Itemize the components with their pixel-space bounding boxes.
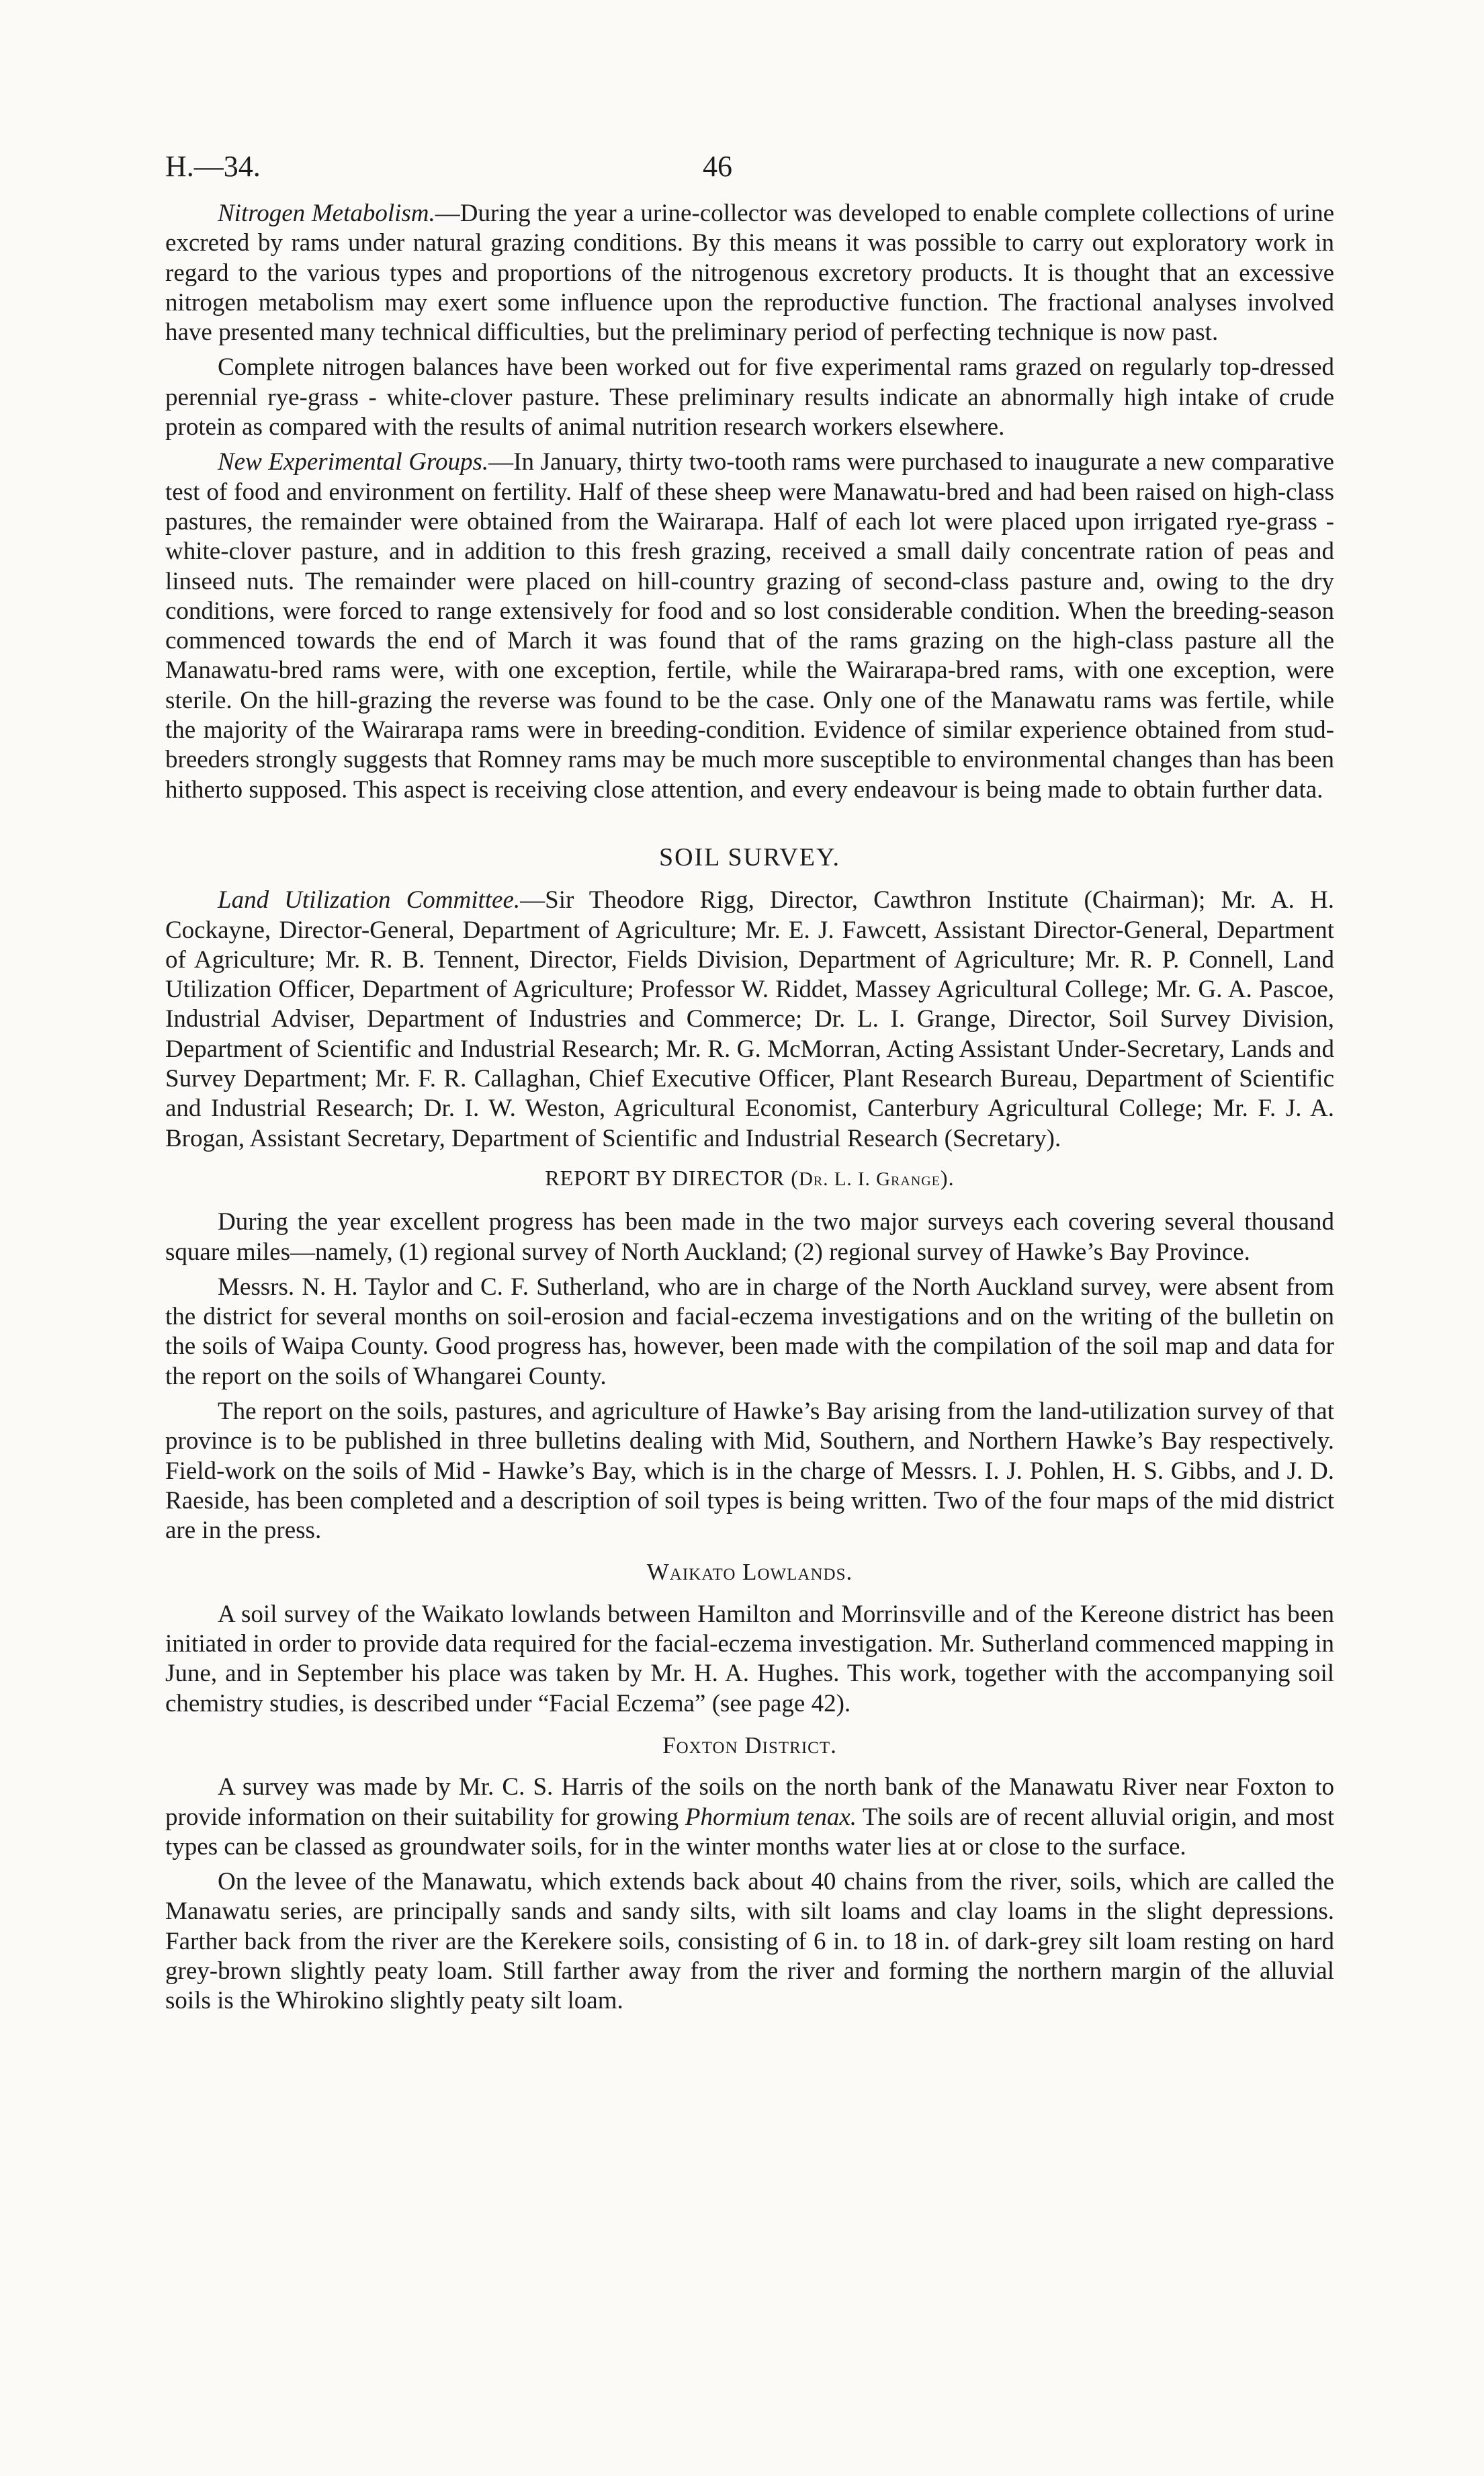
waikato-heading: Waikato Lowlands. [646, 1559, 853, 1586]
report-paragraph-2: Messrs. N. H. Taylor and C. F. Sutherland, who are in charge of the North Auckland survey, were absent from the district for several months on soil-erosion and facial-eczema investigations and on the writing of the bulletin on the soils of Waipa County. Good progress has, however, been made with the compilation of the soil map and data for the report on the soils of Whangarei County. [165, 1273, 1334, 1390]
foxton-heading: Foxton District. [662, 1732, 837, 1758]
report-heading [165, 1163, 1334, 1194]
report-paragraph-1: During the year excellent progress has been made in the two major surveys each covering several thousand square miles—namely, (1) regional survey of North Auckland; (2) regional survey of Hawke’s Bay Province. [165, 1208, 1334, 1266]
nitrogen-paragraph-1 [165, 199, 1334, 347]
nitrogen-paragraph-2: Complete nitrogen balances have been worked out for five experimental rams grazed on regularly top-dressed perennial rye-grass - white-clover pasture. These preliminary results indicate an abnormally high intake of crude protein as compared with the results of animal nutrition research workers elsewhere. [165, 353, 1334, 441]
page-number: 46 [703, 150, 732, 183]
foxton-species-name: Phormium tenax. [685, 1803, 857, 1831]
foxton-text-b: The soils are of recent alluvial origin, and most types can be classed as groundwater soils, for in the winter months water lies at or close to the surface. [165, 1803, 1334, 1861]
foxton-text-a: A survey was made by Mr. C. S. Harris of the soils on the north bank of the Manawatu River near Foxton to provide information on their suitability for growing [165, 1773, 1334, 1831]
new-groups-paragraph [165, 447, 1334, 805]
committee-block [165, 886, 1334, 1154]
new-groups-lead: New Experimental Groups. [218, 448, 489, 476]
nitrogen-lead: Nitrogen Metabolism. [218, 200, 435, 227]
report-heading-main: REPORT BY DIRECTOR ( [545, 1165, 799, 1190]
document-reference: H.—34. [165, 150, 261, 183]
report-heading-end: ). [940, 1165, 955, 1190]
committee-lead: Land Utilization Committee. [218, 886, 521, 914]
report-paragraph-3: The report on the soils, pastures, and agriculture of Hawke’s Bay arising from the land-utilization survey of that province is to be published in three bulletins dealing with Mid, Southern, and Northern Hawke’s Bay respectively. Field-work on the soils of Mid - Hawke’s Bay, which is in the charge of Messrs. I. J. Pohlen, H. S. Gibbs, and J. D. Raeside, has been completed and a description of soil types is being written. Two of the four maps of the mid district are in the press. [165, 1397, 1334, 1545]
foxton-paragraph-2: On the levee of the Manawatu, which extends back about 40 chains from the river, soils, which are called the Manawatu series, are principally sands and sandy silts, with silt loams and clay loams in the slight depressions. Farther back from the river are the Kerekere soils, consisting of 6 in. to 18 in. of dark-grey silt loam resting on hard grey-brown slightly peaty loam. Still farther away from the river and forming the northern margin of the alluvial soils is the Whirokino slightly peaty silt loam. [165, 1868, 1334, 2015]
foxton-paragraph-1 [165, 1773, 1334, 1862]
nitrogen-text: —During the year a urine-collector was developed to enable complete collections of urine excreted by rams under natural grazing conditions. By this means it was possible to carry out exploratory work in regard to the various types and proportions of the nitrogenous excretory products. It is thought that an excessive nitrogen metabolism may exert some influence upon the reproductive function. The fractional analyses involved have presented many technical difficulties, but the preliminary period of perfecting technique is now past. [165, 200, 1334, 347]
document-page [165, 145, 1334, 2022]
committee-paragraph [165, 886, 1334, 1154]
page-header [165, 145, 1334, 188]
new-groups-text: —In January, thirty two-tooth rams were purchased to inaugurate a new comparative test of food and environment on fertility. Half of these sheep were Manawatu-bred and had been raised on high-class pastures, the remainder were obtained from the Wairarapa. Half of each lot were placed upon irrigated rye-grass - white-clover pasture, and in addition to this fresh grazing, received a small daily concentrate ration of peas and linseed nuts. The remainder were placed on hill-country grazing of second-class pasture and, owing to the dry conditions, were forced to range extensively for food and so lost considerable condition. When the breeding-season commenced towards the end of March it was found that of the rams grazing on the high-class pasture all the Manawatu-bred rams were, with one exception, fertile, while the Wairarapa-bred rams, with one exception, were sterile. On the hill-grazing the reverse was found to be the case. Only one of the Manawatu rams was fertile, while the majority of the Wairarapa rams were in breeding-condition. Evidence of similar experience obtained from stud-breeders strongly suggests that Romney rams may be much more susceptible to environmental changes than has been hitherto supposed. This aspect is receiving close attention, and every endeavour is being made to obtain further data. [165, 448, 1334, 804]
committee-text: —Sir Theodore Rigg, Director, Cawthron Institute (Chairman); Mr. A. H. Cockayne, Director-General, Department of Agriculture; Mr. E. J. Fawcett, Assistant Director-General, Department of Agriculture; Mr. R. B. Tennent, Director, Fields Division, Department of Agriculture; Mr. R. P. Connell, Land Utilization Officer, Department of Agriculture; Professor W. Riddet, Massey Agricultural College; Mr. G. A. Pascoe, Industrial Adviser, Department of Industries and Commerce; Dr. L. I. Grange, Director, Soil Survey Division, Department of Scientific and Industrial Research; Mr. R. G. McMorran, Acting Assistant Under-Secretary, Lands and Survey Department; Mr. F. R. Callaghan, Chief Executive Officer, Plant Research Bureau, Department of Scientific and Industrial Research; Dr. I. W. Weston, Agricultural Economist, Canterbury Agricultural College; Mr. F. J. A. Brogan, Assistant Secretary, Department of Scientific and Industrial Research (Secretary). [165, 886, 1334, 1152]
report-heading-name: Dr. L. I. Grange [798, 1168, 941, 1190]
waikato-paragraph: A soil survey of the Waikato lowlands between Hamilton and Morrinsville and of the Kereone district has been initiated in order to provide data required for the facial-eczema investigation. Mr. Sutherland commenced mapping in June, and in September his place was taken by Mr. H. A. Hughes. This work, together with the accompanying soil chemistry studies, is described under “Facial Eczema” (see page 42). [165, 1600, 1334, 1717]
soil-survey-heading: SOIL SURVEY. [658, 843, 841, 871]
